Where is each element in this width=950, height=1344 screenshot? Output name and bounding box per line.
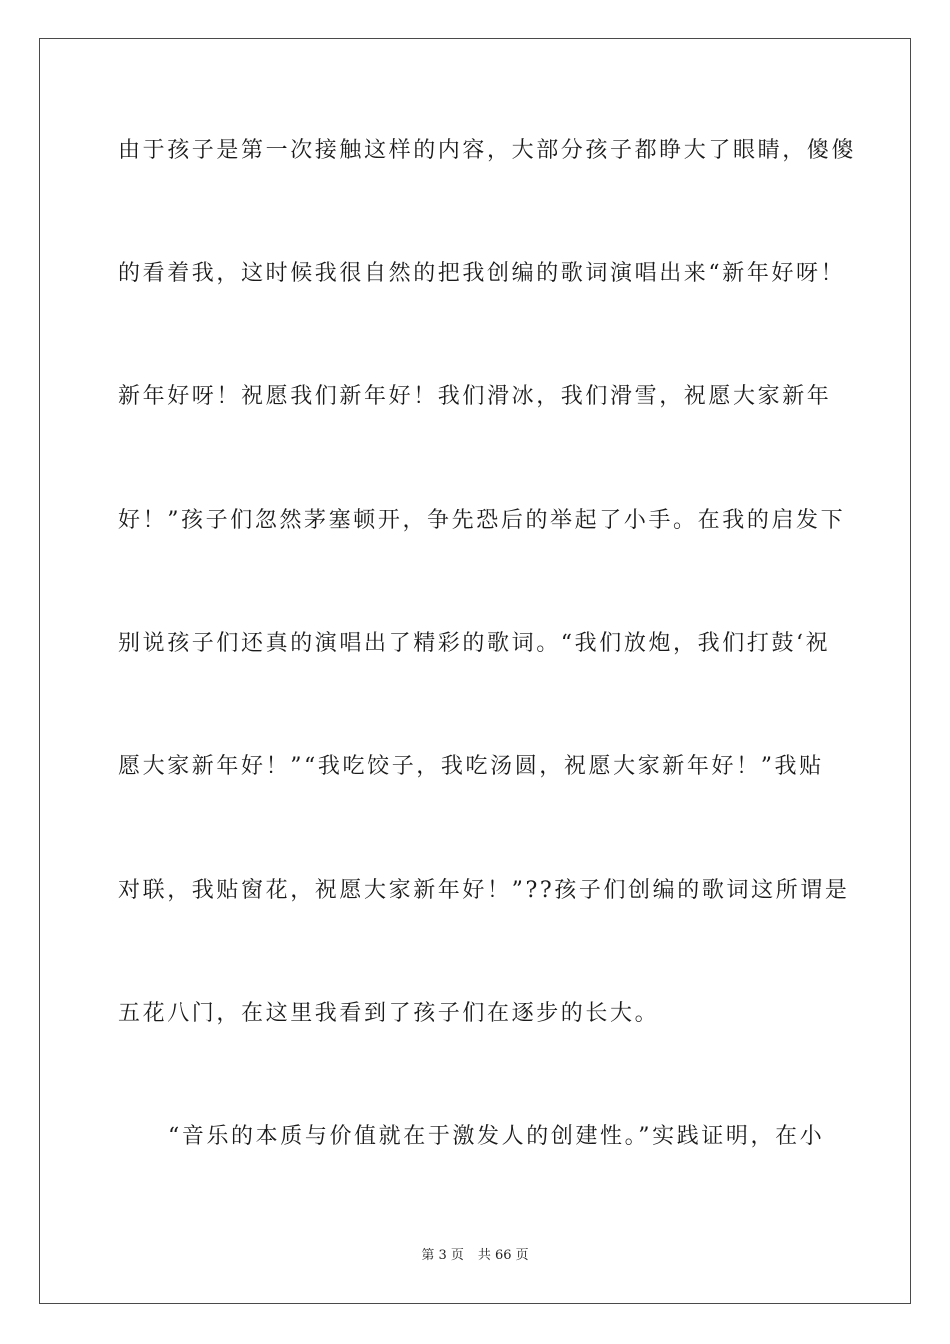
paragraph-line: 五花八门，在这里我看到了孩子们在逐步的长大。 [118,1001,660,1026]
paragraph-line: 对联，我贴窗花，祝愿大家新年好！”??孩子们创编的歌词这所谓是 [118,878,850,903]
paragraph-line: 的看着我，这时候我很自然的把我创编的歌词演唱出来“新年好呀！ [118,261,846,286]
paragraph-line: 别说孩子们还真的演唱出了精彩的歌词。“我们放炮，我们打鼓‘祝 [118,631,831,656]
paragraph-line: 愿大家新年好！”“我吃饺子，我吃汤圆，祝愿大家新年好！”我贴 [118,754,824,779]
paragraph-line: 由于孩子是第一次接触这样的内容，大部分孩子都睁大了眼睛，傻傻 [118,138,857,163]
paragraph-line: 新年好呀！祝愿我们新年好！我们滑冰，我们滑雪，祝愿大家新年 [118,384,832,409]
page-total: 共 66 页 [477,1248,529,1263]
page-footer [0,1247,950,1265]
page-border [39,38,911,1304]
page-number: 第 3 页 [421,1248,464,1263]
paragraph-line: “音乐的本质与价值就在于激发人的创建性。”实践证明，在小 [168,1124,825,1149]
paragraph-line: 好！”孩子们忽然茅塞顿开，争先恐后的举起了小手。在我的启发下 [118,508,846,533]
